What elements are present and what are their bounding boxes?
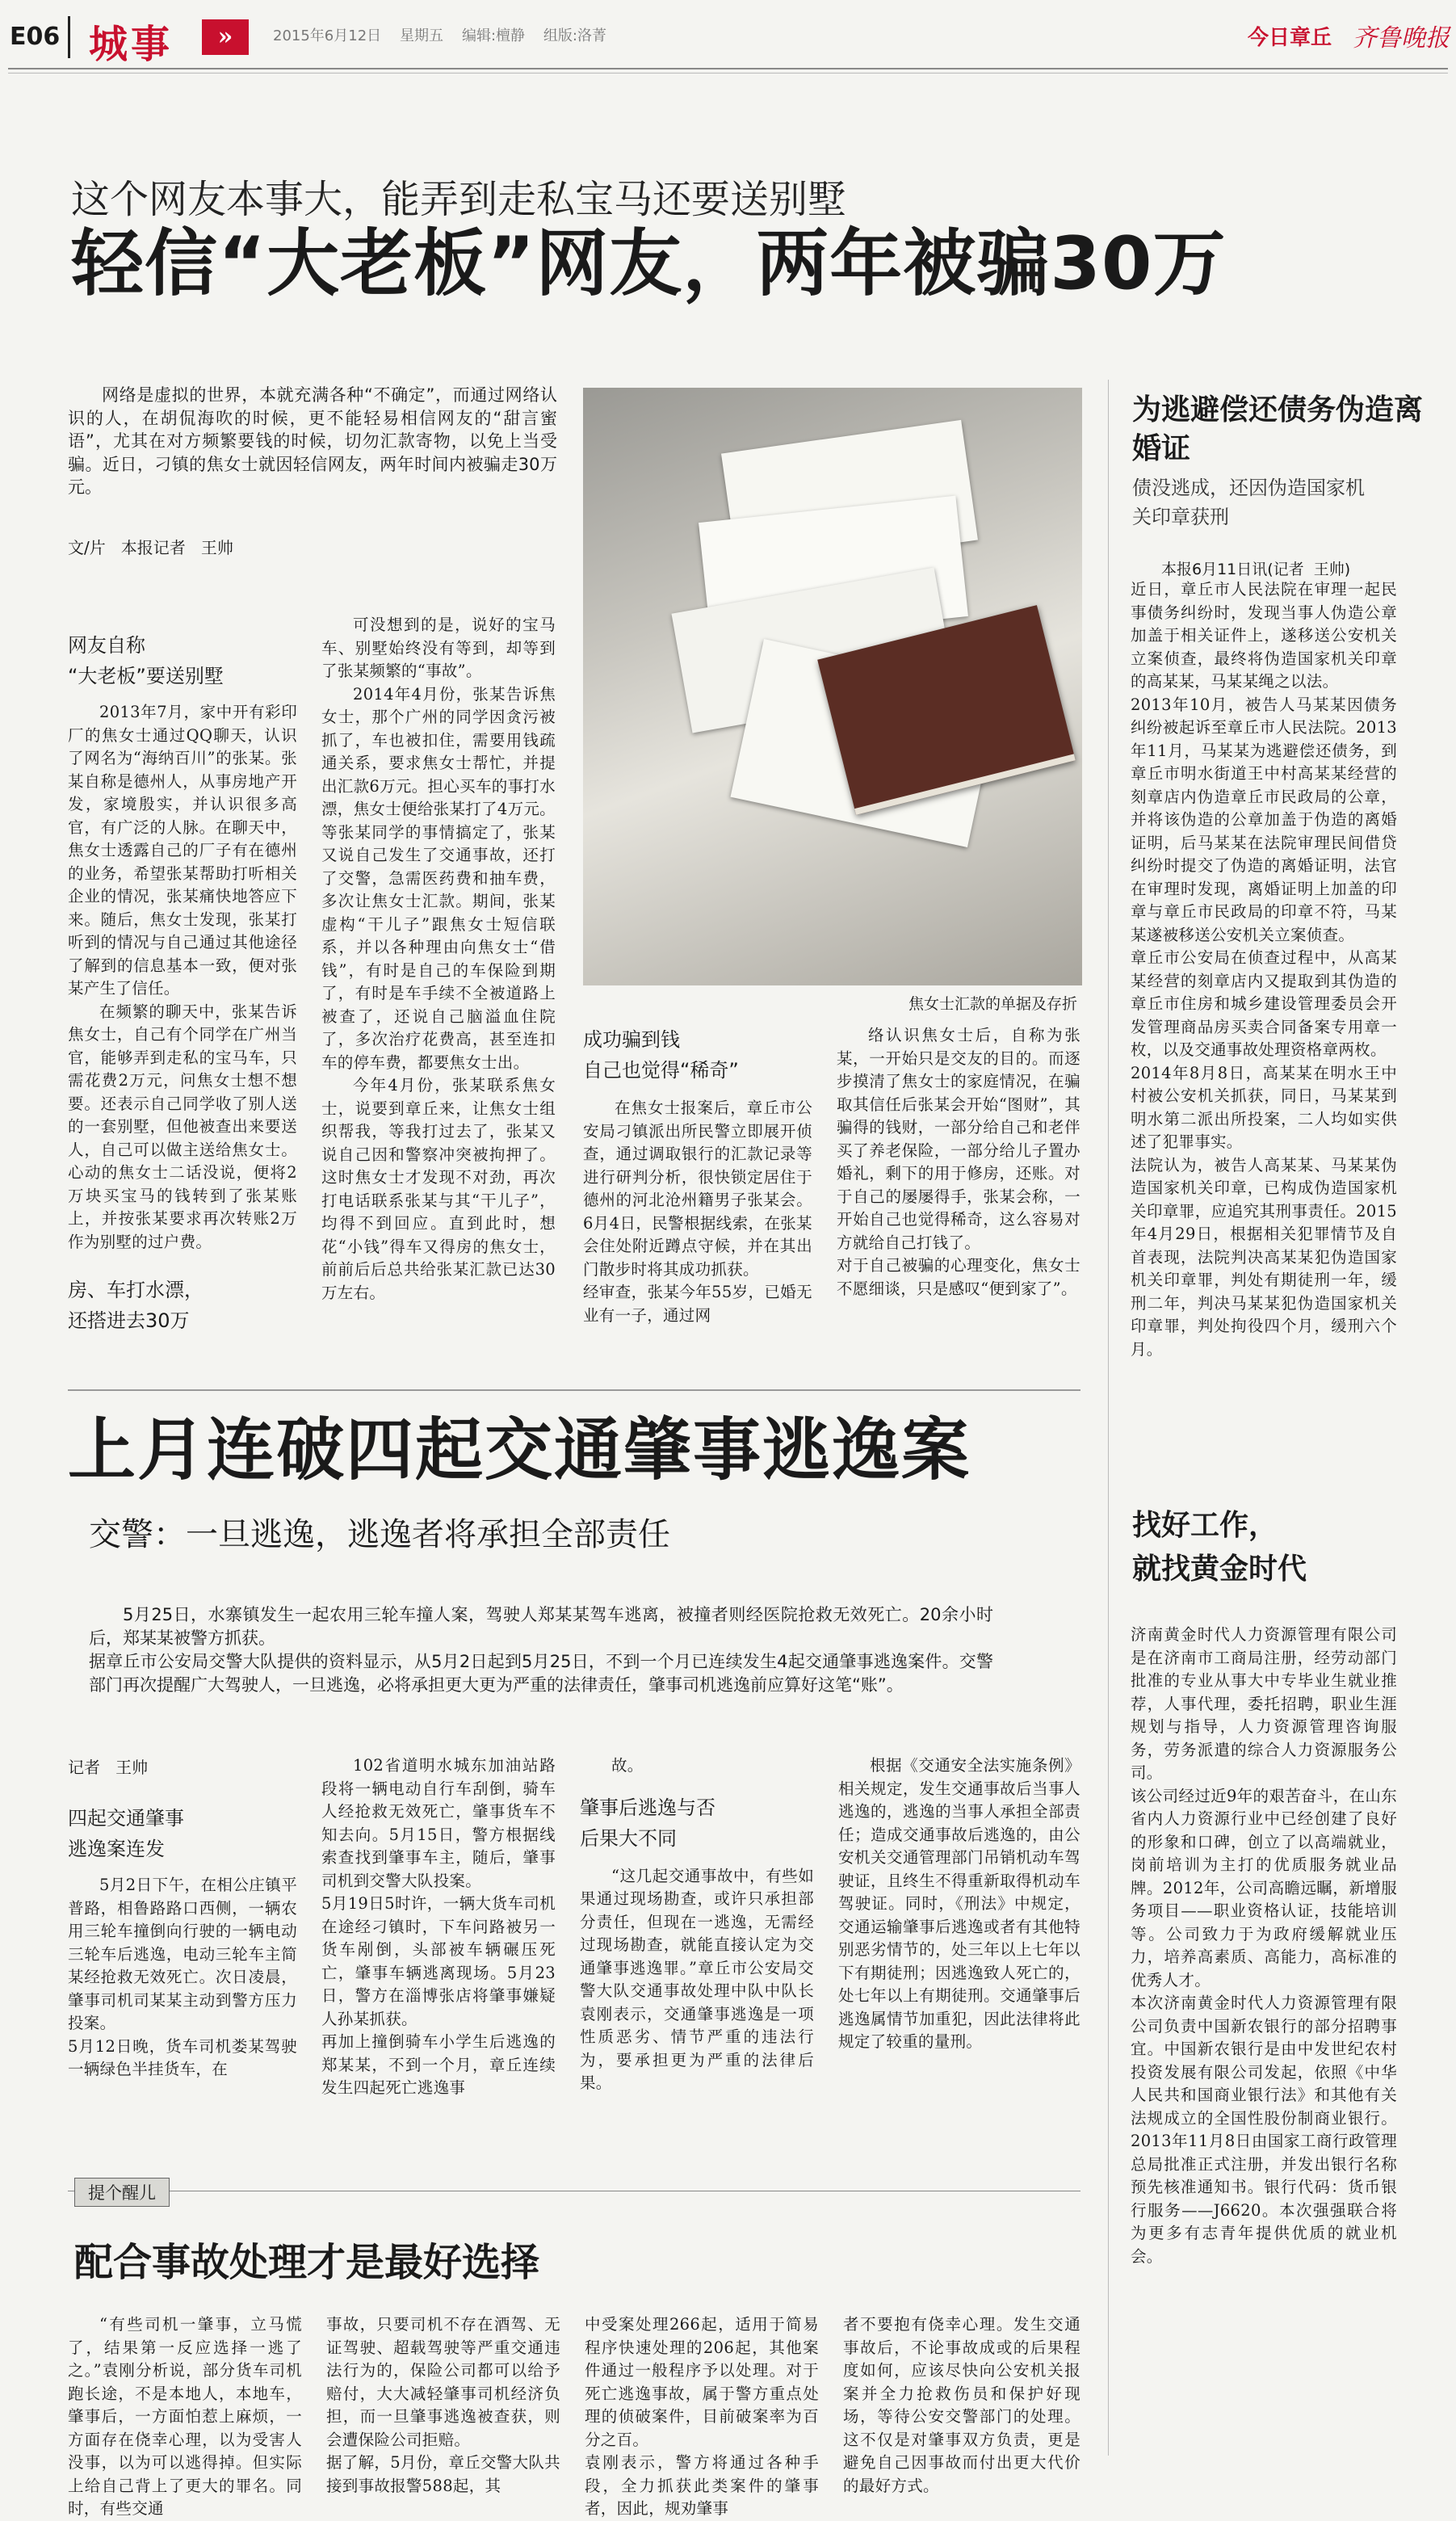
story4-label-badge: 提个醒儿 xyxy=(74,2178,170,2207)
story1-column-3 xyxy=(583,1024,812,1355)
story5-body: 济南黄金时代人力资源管理有限公司是在济南市工商局注册，经劳动部门批准的专业从事大中专毕业生就业推荐，人事代理，委托招聘，职业生涯规划与指导，人力资源管理咨询服务，劳务派遣的综合人力资源服务公司。 该公司经过近9年的艰苦奋斗，在山东省内人力资源行业中已经创建了良好的形象和口碑，创立了以高端就业，岗前培训为主打的优质服务就业品牌。2012年，公司高瞻远瞩，新增服务项目——职业资格认证，技能培训等。公司致力于为政府缓解就业压力，培养高素质、高能力，高标准的优秀人才。 本次济南黄金时代人力资源管理有限公司负责中国新农银行的部分招聘事宜。中国新农银行是由中发世纪农村投资发展有限公司发起，依照《中华人民共和国商业银行法》和其他有关法规成立的全国性股份制商业银行。2013年11月8日由国家工商行政管理总局批准正式注册，并发出银行名称预先核准通知书。银行代码：货币银行服务——J6620。本次强强联合将为更多有志青年提供优质的就业机会。 xyxy=(1131,1625,1397,2266)
section-chevron-icon: » xyxy=(202,19,249,55)
story1-col2-para-c: 今年4月份，张某联系焦女士，说要到章丘来，让焦女士组织帮我，等我打过去了，张某又说自己因和警察冲突被拘押了。这时焦女士才发现不对劲，再次打电话联系张某与其“干儿子”，均得不到回应。直到此时，想花“小钱”得车又得房的焦女士，前前后后总共给张某汇款已达30万左右。 xyxy=(321,1076,556,1302)
story3-column-1: 四起交通肇事 逃逸案连发 5月2日下午，在相公庄镇平普路，相鲁路路口西侧，一辆农用三轮车撞倒向行驶的一辆电动三轮车后逃逸，电动三轮车主简某经抢救无效死亡。次日凌晨，肇事司机司某某主动到警方压力投案。 5月12日晚，货车司机娄某驾驶一辆绿色半挂货车，在 xyxy=(68,1803,297,2142)
story4-column-2: 事故，只要司机不存在酒驾、无证驾驶、超载驾驶等严重交通违法行为的，保险公司都可以给予赔付，大大减轻肇事司机经济负担，而一旦肇事逃逸被查获，则会遭保险公司拒赔。 据了解，5月份，章丘交警大队共接到事故报警588起，其 xyxy=(326,2315,560,2495)
story4-headline: 配合事故处理才是最好选择 xyxy=(74,2240,540,2285)
story1-col2-para-a: 可没想到的是，说好的宝马车、别墅始终没有等到，却等到了张某频繁的“事故”。 xyxy=(321,616,556,680)
story2-body: 近日，章丘市人民法院在审理一起民事债务纠纷时，发现当事人伪造公章加盖于相关证件上，遂移送公安机关立案侦查，最终将伪造国家机关印章的高某某，马某某绳之以法。 2013年10月，被告人马某某因债务纠纷被起诉至章丘市人民法院。2013年11月，马某某为逃避偿还债务，到章丘市明水街道王中村高某某经营的刻章店内伪造章丘市民政局的公章，并将该伪造的公章加盖于伪造的离婚证明，后马某某在法院审理民间借贷纠纷时提交了伪造的离婚证明，法官在审理时发现，离婚证明上加盖的印章与章丘市民政局的印章不符，马某某遂被移送公安机关立案侦查。 章丘市公安局在侦查过程中，从高某某经营的刻章店内又提取到其伪造的章丘市住房和城乡建设管理委员会开发管理商品房买卖合同备案专用章一枚，以及交通事故处理资格章两枚。 2014年8月8日，高某某在明水王中村被公安机关抓获，同日，马某某到明水第二派出所投案，二人均如实供述了犯罪事实。 法院认为，被告人高某某、马某某伪造国家机关印章，已构成伪造国家机关印章罪，应追究其刑事责任。2015年4月29日，根据相关犯罪情节及自首表现，法院判决高某某犯伪造国家机关印章罪，判处有期徒刑一年，缓刑二年，判决马某某犯伪造国家机关印章罪，判处拘役四个月，缓刑六个月。 xyxy=(1131,580,1397,1359)
story1-subhead-1: 网友自称 “大老板”要送别墅 xyxy=(68,634,224,687)
story3-byline: 记者 王帅 xyxy=(68,1758,149,1777)
header-divider xyxy=(68,16,70,58)
story1-column-4 xyxy=(837,1024,1080,1355)
story2-dateline: 本报6月11日讯(记者 王帅) xyxy=(1161,561,1351,578)
story3-subhead-2: 肇事后逃逸与否 后果大不同 xyxy=(580,1796,715,1850)
story1-lead: 网络是虚拟的世界，本就充满各种“不确定”，而通过网络认识的人，在胡侃海吹的时候，更不能轻易相信网友的“甜言蜜语”，尤其在对方频繁要钱的时候，切勿汇款寄物，以免上当受骗。近日，刁镇的焦女士就因轻信网友，两年时间内被骗走30万元。 xyxy=(68,385,557,497)
story2-deck: 债没逃成，还因伪造国家机关印章获刑 xyxy=(1132,477,1365,528)
story1-col2-para-b: 2014年4月份，张某告诉焦女士，那个广州的同学因贪污被抓了，车也被扣住，需要用钱疏通关系，要求焦女士帮忙，并提出汇款6万元。担心买车的事打水漂，焦女士便给张某打了4万元。等张某同学的事情搞定了，张某又说自己发生了交通事故，还打了交警，急需医药费和抽车费，多次让焦女士汇款。期间，张某虚构“干儿子”跟焦女士短信联系，并以各种理由向焦女士“借钱”，有时是自己的车保险到期了，有时是车手续不全被道路上被查了，还说自己脑溢血住院了，多次治疗花费高，甚至连扣车的停车费，都要焦女士出。 xyxy=(321,684,556,1072)
section-title: 城事 xyxy=(89,22,174,67)
story1-column-2 xyxy=(321,614,556,1341)
page-number: E06 xyxy=(10,23,61,51)
story4-column-1: “有些司机一肇事，立马慌了，结果第一反应选择一逃了之。”袁刚分析说，部分货车司机跑长途，不是本地人，本地车，肇事后，一方面怕惹上麻烦，一方面存在侥幸心理，以为受害人没事，以为可以逃得掉。但实际上给自己背上了更大的罪名。同时，有些交通 xyxy=(68,2315,302,2518)
story1-photo xyxy=(583,388,1082,985)
story3-column-2: 102省道明水城东加油站路段将一辆电动自行车刮倒，骑车人经抢救无效死亡，肇事货车不知去向。5月15日，警方根据线索查找到肇事车主，随后，肇事司机到交警大队投案。 5月19日5时许，一辆大货车司机在途经刁镇时，下车问路被另一货车剐倒，头部被车辆碾压死亡，肇事车辆逃离现场。5月23日，警方在淄博张店将肇事嫌疑人孙某抓获。 再加上撞倒骑车小学生后逃逸的郑某某，不到一个月，章丘连续发生四起死亡逃逸事 xyxy=(321,1756,556,2097)
header-edition: 今日章丘 xyxy=(1248,26,1332,50)
header-rule xyxy=(8,68,1448,69)
story4-column-4: 者不要抱有侥幸心理。发生交通事故后，不论事故成或的后果程度如何，应该尽快向公安机关报案并全力抢救伤员和保护好现场，等待公安交警部门的处理。这不仅是对肇事双方负责，更是避免自己因事故而付出更大代价的最好方式。 xyxy=(843,2315,1080,2495)
story1-col1-para-b: 在频繁的聊天中，张某告诉焦女士，自己有个同学在广州当官，能够弄到走私的宝马车，只需花费2万元，问焦女士想不想要。还表示自己同学收了别人送的一套别墅，但他被查出来要送人，自己可以做主送给焦女士。心动的焦女士二话没说，便将2万块买宝马的钱转到了张某账上，并按张某要求再次转账2万作为别墅的过户费。 xyxy=(68,1002,297,1251)
story3-headline: 上月连破四起交通肇事逃逸案 xyxy=(68,1410,971,1489)
header-brand-logo: 齐鲁晚报 xyxy=(1353,24,1450,53)
story1-col4-para: 络认识焦女士后，自称为张某，一开始只是交友的目的。而逐步摸清了焦女士的家庭情况，在骗取其信任后张某会开始“图财”，其骗得的钱财，一部分给自己和老伴买了养老保险，一部分给儿子置办婚礼，剩下的用于修房，还账。对于自己的屡屡得手，张某会称，一开始自己也觉得稀奇，这么容易对方就给自己打钱了。 对于自己被骗的心理变化，焦女士不愿细谈，只是感叹“便到家了”。 xyxy=(837,1026,1080,1298)
story1-byline: 文/片 本报记者 王帅 xyxy=(68,538,233,557)
story5-headline: 找好工作， 就找黄金时代 xyxy=(1132,1509,1307,1586)
column-divider xyxy=(1108,380,1109,2456)
story3-column-3: 故。 肇事后逃逸与否 后果大不同 “这几起交通事故中，有些如果通过现场勘查，或许只承担部分责任，但现在一逃逸，无需经过现场勘查，就能直接认定为交通肇事逃逸罪。”章丘市公安局交警大队交通事故处理中队中队长袁刚表示，交通肇事逃逸是一项性质恶劣、情节严重的违法行为，要承担更为严重的法律后果。 xyxy=(580,1756,814,2092)
story3-kicker: 交警：一旦逃逸，逃逸者将承担全部责任 xyxy=(89,1516,670,1553)
photo-caption: 焦女士汇款的单据及存折 xyxy=(908,995,1078,1013)
story1-col1-para-a: 2013年7月，家中开有彩印厂的焦女士通过QQ聊天，认识了网名为“海纳百川”的张某。张某自称是德州人，从事房地产开发，家境殷实，并认识很多高官，有广泛的人脉。在聊天中，焦女士透露自己的厂子有在德州的业务，希望张某帮助打听相关企业的情况，张某痛快地答应下来。随后，焦女士发现，张某打听到的情况与自己通过其他途径了解到的信息基本一致，便对张某产生了信任。 xyxy=(68,703,297,998)
story1-col3-para: 在焦女士报案后，章丘市公安局刁镇派出所民警立即展开侦查，通过调取银行的汇款记录等进行研判分析，很快锁定居住于德州的河北沧州籍男子张某会。6月4日，民警根据线索，在张某会住处附近蹲点守候，并在其出门散步时将其成功抓获。 经审查，张某今年55岁，已婚无业有一子，通过网 xyxy=(583,1099,812,1325)
story1-headline: 轻信“大老板”网友，两年被骗30万 xyxy=(71,221,1227,306)
header-rule-2 xyxy=(8,73,1448,74)
header-meta: 2015年6月12日 星期五 编辑:檀静 组版:洛菁 xyxy=(273,27,606,44)
story3-column-4: 根据《交通安全法实施条例》相关规定，发生交通事故后当事人逃逸的，逃逸的当事人承担全部责任；造成交通事故后逃逸的，由公安机关交通管理部门吊销机动车驾驶证，且终生不得重新取得机动车驾驶证。同时，《刑法》中规定，交通运输肇事后逃逸或者有其他特别恶劣情节的，处三年以上七年以下有期徒刑；因逃逸致人死亡的，处七年以上有期徒刑。交通肇事后逃逸属情节加重犯，因此法律将此规定了较重的量刑。 xyxy=(838,1756,1080,2051)
story3-subhead-1: 四起交通肇事 逃逸案连发 xyxy=(68,1807,184,1860)
section-rule xyxy=(68,1389,1080,1391)
story1-subhead-2: 房、车打水漂， 还搭进去30万 xyxy=(68,1279,204,1332)
story1-subhead-3: 成功骗到钱 自己也觉得“稀奇” xyxy=(583,1028,739,1082)
story3-lead: 5月25日，水寨镇发生一起农用三轮车撞人案，驾驶人郑某某驾车逃离，被撞者则经医院抢救无效死亡。20余小时后，郑某某被警方抓获。 据章丘市公安局交警大队提供的资料显示，从5月2日起到5月25日，不到一个月已连续发生4起交通肇事逃逸案件。交警部门再次提醒广大驾驶人，一旦逃逸，必将承担更大更为严重的法律责任，肇事司机逃逸前应算好这笔“账”。 xyxy=(89,1605,993,1695)
story4-column-3: 中受案处理266起，适用于简易程序快速处理的206起，其他案件通过一般程序予以处理。对于死亡逃逸事故，属于警方重点处理的侦破案件，目前破案率为百分之百。 袁刚表示，警方将通过各种手段，全力抓获此类案件的肇事者，因此，规劝肇事 xyxy=(585,2315,819,2518)
story2-headline: 为逃避偿还债务伪造离婚证 xyxy=(1132,393,1424,465)
story1-column-1 xyxy=(68,630,297,1430)
story1-kicker: 这个网友本事大，能弄到走私宝马还要送别墅 xyxy=(71,177,847,222)
